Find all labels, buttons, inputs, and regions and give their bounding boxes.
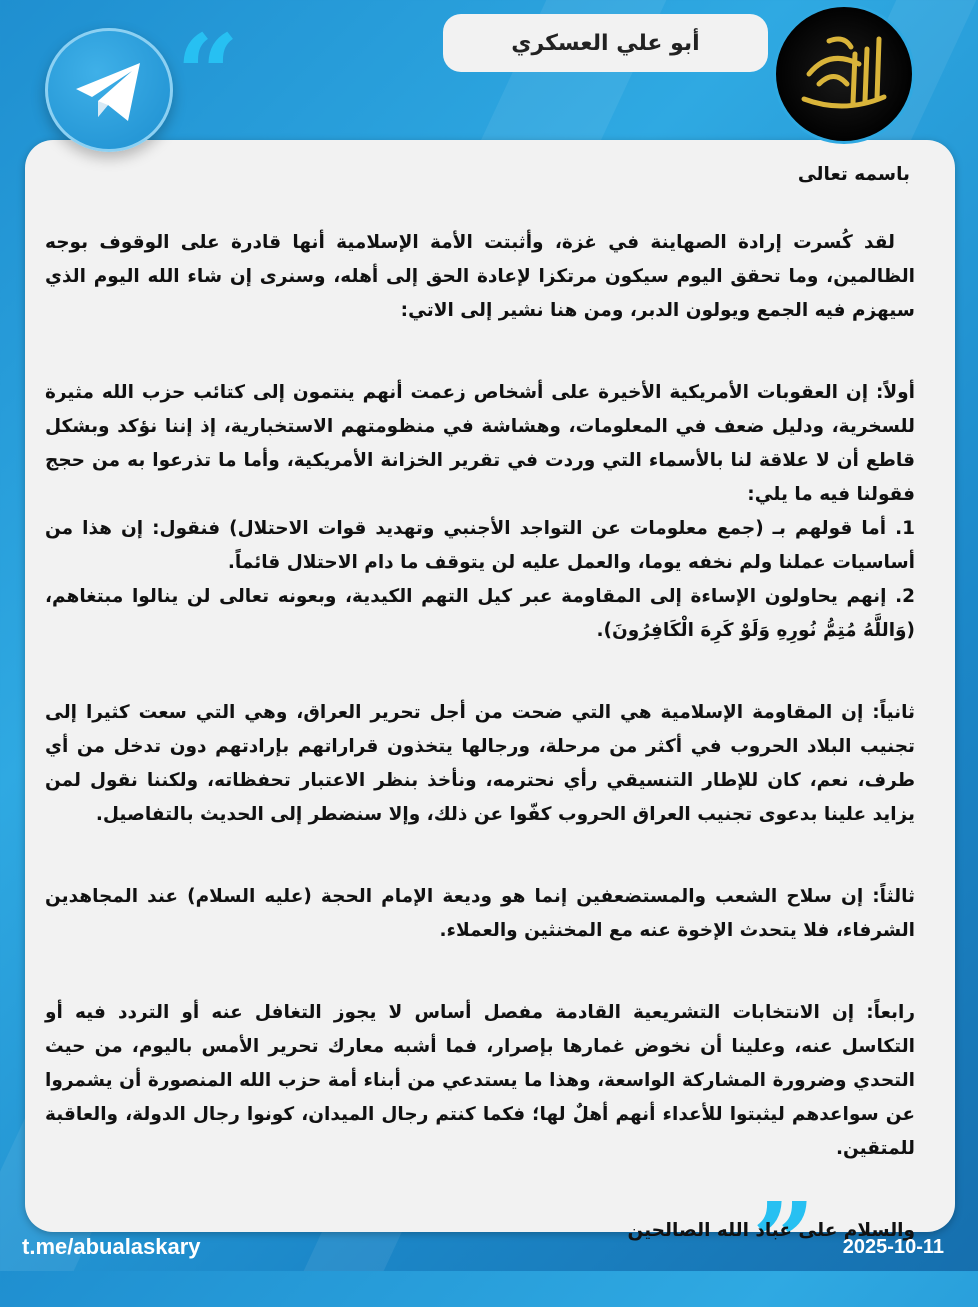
- close-quote-icon: ”: [752, 1178, 816, 1307]
- allahu-akbar-calligraphy-icon: [789, 29, 899, 119]
- point-second: ثانياً: إن المقاومة الإسلامية هي التي ضحت من أجل تحرير العراق، وهي التي سعت كثيرا إلى تجنيب البلاد الحروب في أكثر من مرحلة، ورجالها يتخذون قراراتهم بإرادتهم دون تدخل من أي طرف، نعم، كان للإطار التنسيقي رأي نحترمه، ونأخذ بنظر الاعتبار تحفظاته، ولكننا نقول لمن يزايد علينا بدعوى تجنيب العراق الحروب كفّوا عن ذلك، وإلا سنضطر إلى الحديث بالتفاصيل.: [45, 702, 915, 825]
- point-first-item-2: 2. إنهم يحاولون الإساءة إلى المقاومة عبر كيل التهم الكيدية، وبعونه تعالى لن ينالوا مبتغاهم، (وَاللَّهُ مُتِمُّ نُورِهِ وَلَوْ كَرِهَ الْكَافِرُونَ).: [45, 586, 915, 641]
- statement-body: [45, 158, 915, 1248]
- point-third: ثالثاً: إن سلاح الشعب والمستضعفين إنما هو وديعة الإمام الحجة (عليه السلام) عند المجاهدين الشرفاء، فلا يتحدث الإخوة عنه مع المخنثين والعملاء.: [45, 886, 915, 941]
- point-first: أولاً: إن العقوبات الأمريكية الأخيرة على أشخاص زعمت أنهم ينتمون إلى كتائب حزب الله مثيرة للسخرية، ودليل ضعف في المعلومات، وهشاشة في منظومتهم الاستخبارية، إذ إننا نؤكد وبشكل قاطع أن لا علاقة لنا بالأسماء التي وردت في تقرير الخزانة الأمريكية، وأما ما تذرعوا به من حجج فقولنا فيه ما يلي:: [45, 382, 915, 505]
- closing-line: والسلام على عباد الله الصالحين: [627, 1220, 915, 1241]
- intro-paragraph: لقد كُسرت إرادة الصهاينة في غزة، وأثبتت الأمة الإسلامية أنها قادرة على الوقوف بوجه الظالمين، وما تحقق اليوم سيكون مرتكزا لإعادة الحق إلى أهله، وسنرى إن شاء الله اليوم الذي سيهزم فيه الجمع ويولون الدبر، ومن هنا نشير إلى الاتي:: [45, 232, 915, 321]
- point-fourth: رابعاً: إن الانتخابات التشريعية القادمة مفصل أساس لا يجوز التغافل عنه أو التردد فيه أو التكاسل عنه، وعلينا أن نخوض غمارها بإصرار، فما أشبه معارك تحرير الأمس باليوم، من حيث التحدي وضرورة المشاركة الواسعة، وهذا ما يستدعي من أبناء أمة حزب الله المنصورة أن يشمروا عن سواعدهم ليثبتوا للأعداء أنهم أهلٌ لها؛ فكما كنتم رجال الميدان، كونوا رجال الدولة، والعاقبة للمتقين.: [45, 1002, 915, 1159]
- statement-date: 2025-10-11: [842, 1236, 944, 1258]
- opening-line: باسمه تعالى: [797, 164, 910, 185]
- logo: [773, 4, 915, 144]
- open-quote-icon: “: [176, 10, 240, 139]
- telegram-badge[interactable]: [45, 28, 173, 152]
- telegram-channel-link[interactable]: t.me/abualaskary: [22, 1234, 201, 1259]
- author-name: أبو علي العسكري: [511, 30, 700, 56]
- point-first-item-1: 1. أما قولهم بـ (جمع معلومات عن التواجد الأجنبي وتهديد قوات الاحتلال) فنقول: إن هذا من أساسيات عملنا ولم نخفه يوما، والعمل عليه لن يتوقف ما دام الاحتلال قائماً.: [45, 518, 915, 573]
- telegram-icon: [48, 31, 170, 149]
- author-title: [443, 14, 768, 72]
